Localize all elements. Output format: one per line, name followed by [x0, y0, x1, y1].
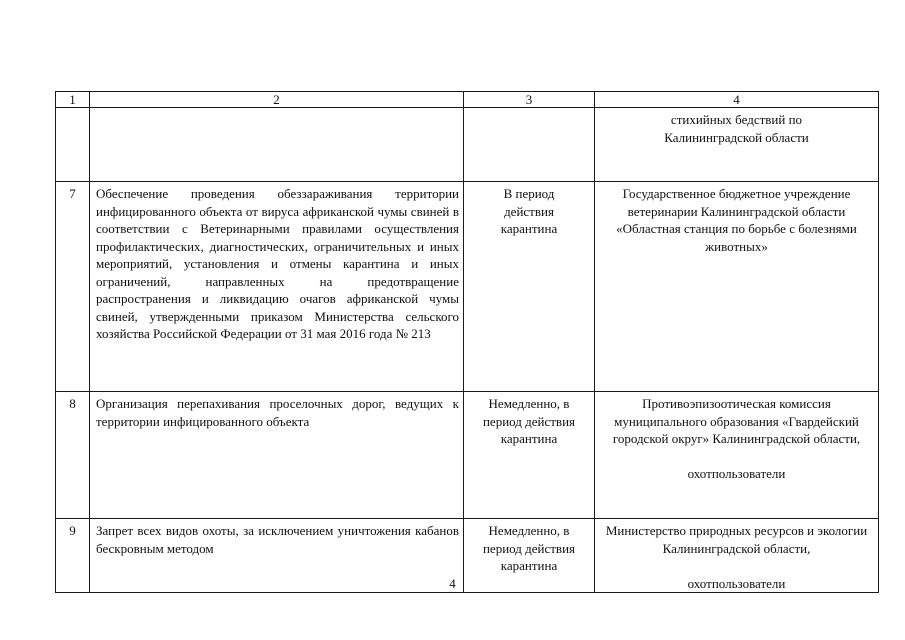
period-line: карантина — [500, 431, 558, 446]
responsible-text: Министерство природных ресурсов и экологии Калининградской области, — [605, 523, 868, 556]
column-header: 4 — [595, 92, 879, 108]
row-number-cell: 7 — [56, 182, 90, 392]
column-header: 2 — [90, 92, 464, 108]
responsible-cell — [595, 182, 879, 392]
column-header: 1 — [56, 92, 90, 108]
responsible-line: стихийных бедствий по — [670, 112, 803, 127]
spacer — [599, 557, 874, 575]
page-number: 4 — [449, 576, 456, 591]
period-cell — [464, 392, 595, 519]
responsible-text: охотпользователи — [687, 466, 786, 481]
period-line: Немедленно, в — [488, 523, 570, 538]
responsible-text: Противоэпизоотическая комиссия муниципального образования «Гвардейский городской округ» Калининградской области, — [612, 396, 861, 446]
period-line: карантина — [500, 221, 558, 236]
period-line: Немедленно, в — [488, 396, 570, 411]
period-line: период действия — [482, 413, 576, 429]
responsible-text: охотпользователи — [687, 575, 786, 591]
table-row — [56, 108, 879, 182]
row-number-cell: 8 — [56, 392, 90, 519]
activity-cell: Запрет всех видов охоты, за исключением уничтожения кабанов бескровным методом — [90, 519, 464, 593]
responsible-cell — [595, 392, 879, 519]
period-cell — [464, 108, 595, 182]
activity-cell — [90, 108, 464, 182]
spacer — [599, 448, 874, 466]
period-line: карантина — [500, 558, 558, 573]
table-row — [56, 392, 879, 519]
period-line: действия — [504, 203, 554, 219]
row-number-cell: 9 — [56, 519, 90, 593]
period-cell — [464, 182, 595, 392]
responsible-text: Государственное бюджетное учреждение ветеринарии Калининградской области «Областная станция по борьбе с болезнями животных» — [616, 186, 857, 254]
table-header-row — [56, 92, 879, 108]
row-number-cell — [56, 108, 90, 182]
column-header: 3 — [464, 92, 595, 108]
responsible-cell — [595, 108, 879, 182]
responsible-line: Калининградской области — [664, 129, 809, 145]
period-line: В период — [503, 186, 555, 201]
activity-cell: Организация перепахивания проселочных дорог, ведущих к территории инфицированного объекта — [90, 392, 464, 519]
measures-table — [55, 91, 879, 593]
table-row — [56, 182, 879, 392]
activity-cell: Обеспечение проведения обеззараживания территории инфицированного объекта от вируса африканской чумы свиней в соответствии с Ветеринарными правилами осуществления профилактических, диагностических, ограничительных и иных мероприятий, установления и отмены карантина и иных ограничений, направленных на предотвращение распространения и ликвидацию очагов африканской чумы свиней, утвержденными приказом Министерства сельского хозяйства Российской Федерации от 31 мая 2016 года № 213 — [90, 182, 464, 392]
period-line: период действия — [482, 540, 576, 556]
